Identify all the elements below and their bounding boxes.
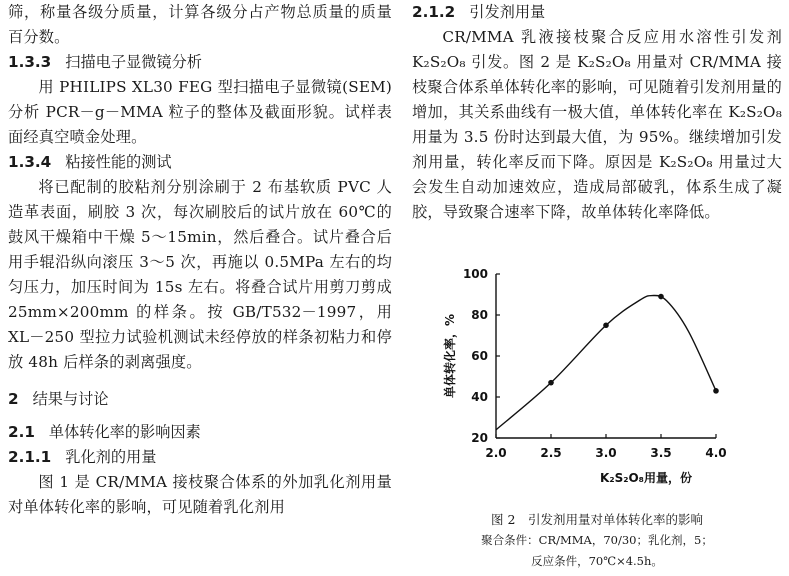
section-title: 引发剂用量 — [469, 3, 546, 21]
emulsifier-paragraph: 图 1 是 CR/MMA 接枝聚合体系的外加乳化剂用量对单体转化率的影响，可见随着乳化剂用 — [8, 473, 392, 516]
spacer — [8, 375, 392, 387]
section-title: 乳化剂的用量 — [65, 448, 157, 466]
section-title: 单体转化率的影响因素 — [48, 423, 201, 441]
y-tick-label: 100 — [462, 268, 488, 281]
section-number: 1.3.3 — [8, 53, 52, 71]
chart-svg — [440, 268, 750, 504]
data-point — [548, 380, 554, 386]
section-number: 2.1 — [8, 423, 35, 441]
initiator-paragraph: CR/MMA 乳液接枝聚合反应用水溶性引发剂 K₂S₂O₈ 引发。图 2 是 K₂S₂O₈ 用量对 CR/MMA 接枝聚合体系单体转化率的影响，可见随着引发剂用量的增加，其关系曲线有一极大值，单体转化率在 K₂S₂O₈ 用量为 3.5 份时达到最大值，为 95%。继续增加引发剂用量，转化率反而下降。原因是 K₂S₂O₈ 用量过大会发生自动加速效应，造成局部破乳，体系生成了凝胶，导致聚合速率下降，故单体转化率降低。 — [412, 28, 782, 221]
section-number: 2 — [8, 390, 19, 408]
chart-marks — [496, 294, 719, 430]
y-tick-label: 40 — [471, 390, 488, 404]
spacer — [8, 412, 392, 420]
x-tick-label: 3.5 — [650, 446, 672, 460]
caption-conditions: 聚合条件：CR/MMA，70/30；乳化剂，5； — [481, 533, 713, 547]
y-tick-label: 20 — [471, 431, 488, 445]
section-title: 扫描电子显微镜分析 — [65, 53, 202, 71]
right-column — [412, 0, 782, 225]
series-curve — [496, 295, 716, 429]
caption-reaction: 反应条件，70℃×4.5h。 — [531, 554, 663, 568]
x-tick-label: 2.5 — [540, 446, 562, 460]
section-2-1-2-heading — [412, 0, 782, 25]
section-title: 粘接性能的测试 — [65, 153, 172, 171]
figure-caption — [412, 508, 782, 532]
section-2-1-1-heading — [8, 445, 392, 470]
y-axis-label: 单体转化率，% — [443, 313, 457, 399]
section-number: 2.1.2 — [412, 3, 456, 21]
y-tick-label: 60 — [471, 349, 488, 363]
caption-title: 图 2 引发剂用量对单体转化率的影响 — [491, 512, 703, 527]
data-point — [603, 322, 609, 328]
x-tick-label: 4.0 — [705, 446, 727, 460]
intro-paragraph: 筛，称量各级分质量，计算各级分占产物总质量的质量百分数。 — [8, 3, 392, 46]
chart-axes — [463, 268, 727, 460]
data-point — [713, 388, 719, 394]
sem-paragraph: 用 PHILIPS XL30 FEG 型扫描电子显微镜(SEM)分析 PCR－g－MMA 粒子的整体及截面形貌。试样表面经真空喷金处理。 — [8, 78, 392, 146]
section-2-heading — [8, 387, 392, 412]
x-tick-label: 2.0 — [485, 446, 507, 460]
section-title: 结果与讨论 — [32, 390, 109, 408]
left-column — [8, 0, 392, 520]
x-tick-label: 3.0 — [595, 446, 617, 460]
section-2-1-heading — [8, 420, 392, 445]
y-tick-label: 80 — [471, 308, 488, 322]
section-1-3-3-heading — [8, 50, 392, 75]
figure-caption-notes — [412, 530, 782, 572]
data-point — [658, 294, 664, 300]
section-number: 1.3.4 — [8, 153, 52, 171]
section-number: 2.1.1 — [8, 448, 52, 466]
x-axis-label: K₂S₂O₈用量，份 — [600, 471, 692, 485]
adhesion-test-paragraph: 将已配制的胶粘剂分别涂刷于 2 布基软质 PVC 人造革表面，刷胶 3 次，每次刷胶后的试片放在 60℃的鼓风干燥箱中干燥 5～15min，然后叠合。试片叠合后用手辊沿纵向滚压 3～5 次，再施以 0.5MPa 左右的均匀压力，加压时间为 15s 左右。将叠合试片用剪刀剪成 25mm×200mm 的样条。按 GB/T532－1997，用 XL－250 型拉力试验机测试未经停放的样条初粘力和停放 48h 后样条的剥离强度。 — [8, 178, 392, 371]
section-1-3-4-heading — [8, 150, 392, 175]
figure-2-chart — [440, 268, 750, 504]
